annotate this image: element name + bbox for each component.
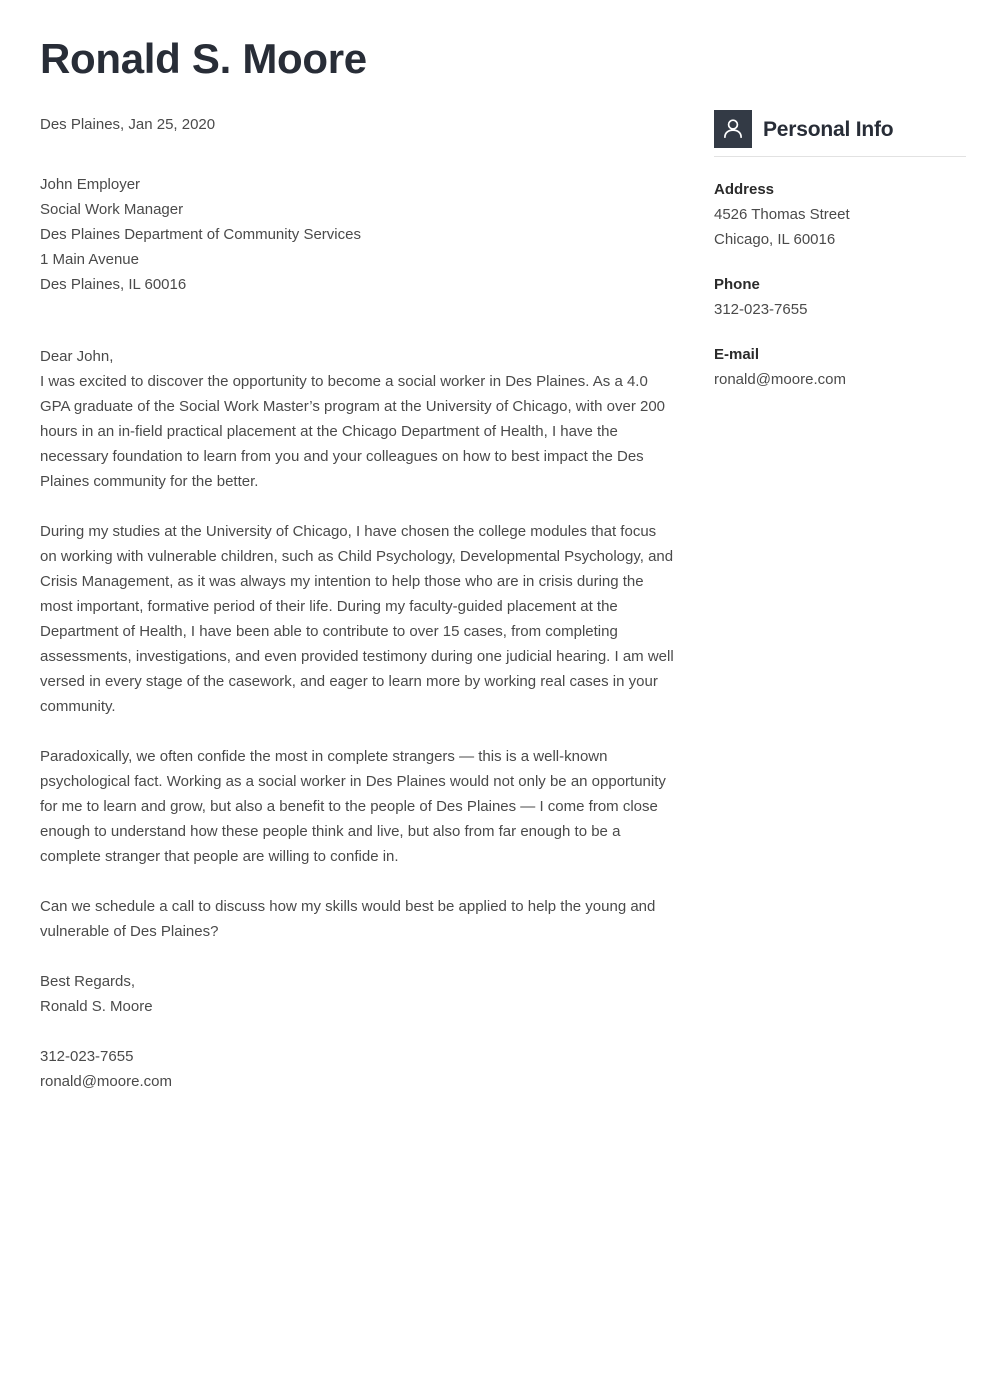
letter-paragraph: Can we schedule a call to discuss how my skills would best be applied to help the young and vulnerable of Des Plaines?	[40, 898, 656, 940]
info-value: 312-023-7655	[714, 301, 808, 318]
info-value: ronald@moore.com	[714, 371, 846, 388]
letter-paragraph: During my studies at the University of Chicago, I have chosen the college modules that focus on working with vulnerable children, such as Child Psychology, Developmental Psychology, and Crisis Management, as it was always my intention to help those who are in crisis during the most important, formative period of their life. During my faculty-guided placement at the Department of Health, I have been able to contribute to over 15 cases, from completing assessments, investigations, and even provided testimony during one judicial hearing. I am well versed in every stage of the casework, and eager to learn more by working real cases in your community.	[40, 523, 674, 715]
info-group-address	[714, 177, 966, 252]
recipient-line: Des Plaines, IL 60016	[40, 276, 187, 293]
info-label: Address	[714, 181, 775, 198]
recipient-line: Social Work Manager	[40, 201, 184, 218]
info-group-email	[714, 342, 966, 392]
signature-email: ronald@moore.com	[40, 1073, 172, 1090]
salutation: Dear John,	[40, 348, 114, 365]
recipient-line: John Employer	[40, 176, 141, 193]
closing-block	[40, 969, 674, 1019]
letter-paragraph: Paradoxically, we often confide the most in complete strangers — this is a well-known psychological fact. Working as a social worker in Des Plaines would not only be an opportunity for me to learn and grow, but also a benefit to the people of Des Plaines — I come from close enough to understand how these people think and live, but also from far enough to be a complete stranger that people are willing to confide in.	[40, 748, 666, 865]
personal-info-sidebar	[714, 110, 966, 392]
closing-salutation: Best Regards,	[40, 973, 136, 990]
letter-paragraph: I was excited to discover the opportunity to become a social worker in Des Plaines. As a 4.0 GPA graduate of the Social Work Master’s program at the University of Chicago, with over 200 hours in an in-field practical placement at the Chicago Department of Health, I have the necessary foundation to learn from you and your colleagues on how to best impact the Des Plaines community for the better.	[40, 373, 666, 490]
sidebar-title: Personal Info	[763, 117, 894, 141]
date-line: Des Plaines, Jan 25, 2020	[40, 116, 216, 133]
recipient-line: 1 Main Avenue	[40, 251, 139, 268]
info-value: 4526 Thomas Street	[714, 206, 850, 223]
signature-contact-block	[40, 1044, 674, 1094]
sidebar-header	[714, 110, 966, 148]
sidebar-divider	[714, 156, 966, 157]
letter-body-column	[40, 112, 674, 1094]
info-group-phone	[714, 272, 966, 322]
recipient-address-block	[40, 172, 674, 297]
person-icon	[714, 110, 752, 148]
info-label: Phone	[714, 276, 760, 293]
info-value: Chicago, IL 60016	[714, 231, 836, 248]
recipient-line: Des Plaines Department of Community Services	[40, 226, 361, 243]
info-label: E-mail	[714, 346, 760, 363]
page-title: Ronald S. Moore	[40, 35, 367, 82]
signature-name: Ronald S. Moore	[40, 998, 153, 1015]
signature-phone: 312-023-7655	[40, 1048, 134, 1065]
